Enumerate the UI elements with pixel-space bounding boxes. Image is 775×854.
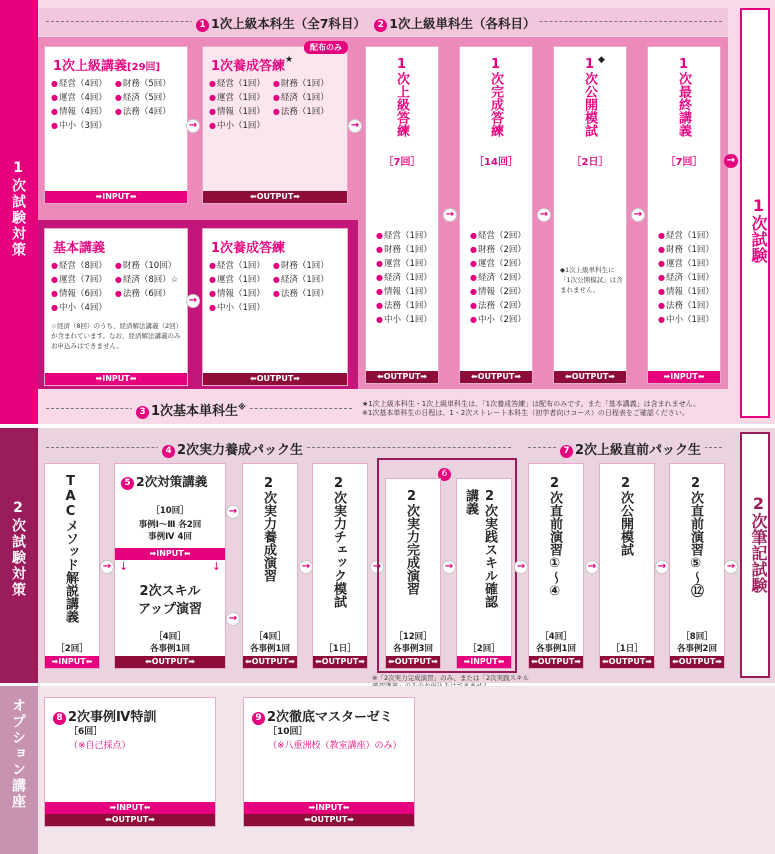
group-6-note: ※「2次実力完成演習」のみ、または「2次実践スキル (372, 674, 530, 682)
output-bar: ⬅OUTPUT➡ (115, 656, 225, 668)
output-bar: ⬅OUTPUT➡ (554, 371, 626, 383)
card-2ji-chokuzen-1-4[interactable]: 2次直前演習①〜④ ［4回］ 各事例1回 ⬅OUTPUT➡ (528, 463, 584, 669)
first-side-label: 1次試験対策 (10, 160, 26, 258)
section1-notes: ★1次上級本科生・1次上級単科生は、「1次養成答練」は配布のみです。また「基本講義」は含まれません。 ※1次基本単科生の日程は、1・2次ストレート本科生（初学者向けコース）の日程表をご確認ください。 (362, 400, 700, 417)
arrow-right-icon: → (186, 294, 200, 308)
card-2ji-taisaku-kougi[interactable]: 5 2次対策講義 ［10回］ 事例Ⅰ～Ⅲ 各2回 事例Ⅳ 4回 ➡INPUT⬅ ↓ ↓ 2次スキル アップ演習 ［4回］ 各事例1回 ⬅OUTPUT➡ (114, 463, 226, 669)
card-2ji-check-moshi[interactable]: 2次実力チェック模試 ［1日］ ⬅OUTPUT➡ (312, 463, 368, 669)
keizai-note: ☆経済（8回）のうち、経済解法講義（2回）が含まれています。なお、経済解法講義のみお申込みはできません。 (51, 322, 183, 350)
output-bar: ⬅OUTPUT➡ (313, 656, 367, 668)
input-bar: ➡INPUT⬅ (115, 548, 225, 560)
input-bar: ➡INPUT⬅ (648, 371, 720, 383)
card-tac-method[interactable]: TACメソッド解説講義 ［2回］ ➡INPUT⬅ (44, 463, 100, 669)
card-1ji-joukyu-touren[interactable]: 1次上級答練 ［7回］ ● 経営（1回） ● 財務（1回） ● 運営（1回） ● 経済（1回） ● 情報（1回） ● 法務（1回） ● 中小（1回） ⬅OUTPUT➡ (365, 46, 439, 384)
output-bar: ⬅OUTPUT➡ (45, 814, 215, 826)
arrow-right-icon: → (724, 560, 738, 574)
arrow-right-icon: → (186, 119, 200, 133)
card-opt-jirei4-tokkun[interactable]: 8 2次事例Ⅳ特訓 ［6回］ （※自己採点） ➡INPUT⬅ ⬅OUTPUT➡ (44, 697, 216, 827)
arrow-right-icon: → (226, 612, 240, 626)
span7-label: 7 2次上級直前パック生 (556, 439, 705, 458)
output-bar: ⬅OUTPUT➡ (600, 656, 654, 668)
output-bar: ⬅OUTPUT➡ (203, 191, 347, 203)
card-count: [29回] (127, 62, 161, 73)
card-1ji-koukai-moshi[interactable]: ◆ 1次公開模試 ［2日］ ◆1次上級単科生に「1次公開模試」は含まれません。 ⬅OUTPUT➡ (553, 46, 627, 384)
arrow-right-icon: → (537, 208, 551, 222)
input-bar: ➡INPUT⬅ (45, 656, 99, 668)
arrow-right-icon: → (100, 560, 114, 574)
card-title: 1次上級講義 (53, 59, 128, 74)
arrow-right-icon: → (655, 560, 669, 574)
arrow-right-icon: → (514, 560, 528, 574)
output-bar: ⬅OUTPUT➡ (670, 656, 724, 668)
output-bar: ⬅OUTPUT➡ (243, 656, 297, 668)
arrow-right-icon: → (348, 119, 362, 133)
arrow-right-icon: → (226, 505, 240, 519)
input-bar: ➡INPUT⬅ (45, 373, 187, 385)
arrow-down-icon: ↓ (211, 560, 221, 573)
input-bar: ➡INPUT⬅ (45, 802, 215, 814)
input-bar: ➡INPUT⬅ (457, 656, 511, 668)
arrow-right-icon: → (299, 560, 313, 574)
arrow-right-icon: → (631, 208, 645, 222)
output-bar: ⬅OUTPUT➡ (460, 371, 532, 383)
distribution-badge: 配布のみ (304, 41, 348, 54)
exam-2ji: 2次筆記試験 (740, 432, 770, 678)
output-bar: ⬅OUTPUT➡ (203, 373, 347, 385)
card-1ji-yousei-touren-basic[interactable]: 1次養成答練 ● 経営（1回） ● 財務（1回） ● 運営（1回） ● 経済（1回） ● 情報（1回） ● 法務（1回） ● 中小（1回） ⬅OUTPUT➡ (202, 228, 348, 386)
input-bar: ➡INPUT⬅ (244, 802, 414, 814)
card-1ji-kansei-touren[interactable]: 1次完成答練 ［14回］ ● 経営（2回） ● 財務（2回） ● 運営（2回） ● 経済（2回） ● 情報（2回） ● 法務（2回） ● 中小（2回） ⬅OUTPUT➡ (459, 46, 533, 384)
output-bar: ⬅OUTPUT➡ (386, 656, 440, 668)
arrow-right-icon: → (370, 560, 384, 574)
card-1ji-joukyu-kougi[interactable]: 1次上級講義[29回] ● 経営（4回） ● 財務（5回） ● 運営（4回） ● 経済（5回） ● 情報（4回） ● 法務（4回） ● 中小（3回） ➡INPUT⬅ (44, 46, 188, 204)
card-1ji-saishu-kougi[interactable]: 1次最終講義 ［7回］ ● 経営（1回） ● 財務（1回） ● 運営（1回） ● 経済（1回） ● 情報（1回） ● 法務（1回） ● 中小（1回） ➡INPUT⬅ (647, 46, 721, 384)
arrow-right-icon: → (443, 208, 457, 222)
card-kihon-kougi[interactable]: 基本講義 ● 経営（8回） ● 財務（10回） ● 運営（7回） ● 経済（8回）☆ ● 情報（6回） ● 法務（6回） ● 中小（4回） ☆経済（8回）のうち、経済解法講義（2回）が含まれています。なお、経済解法講義のみお申込みはできません。 ➡INPUT⬅ (44, 228, 188, 386)
arrow-down-icon: ↓ (119, 560, 129, 573)
bottom-span-label: 3 1次基本単科生※ (132, 400, 250, 419)
span4-label: 4 2次実力養成パック生 (158, 439, 307, 458)
top-span-label: 1 1次上級本科生（全7科目） 2 1次上級単科生（各科目） (192, 14, 539, 32)
arrow-right-icon: → (724, 154, 738, 168)
card-2ji-jissen-skill[interactable]: 2次実践スキル確認講義 ［2回］ ➡INPUT⬅ (456, 478, 512, 669)
exam-1ji: 1次試験 (740, 8, 770, 418)
second-side-label: 2次試験対策 (10, 500, 26, 598)
group-6-number: 6 (438, 462, 453, 481)
output-bar: ⬅OUTPUT➡ (366, 371, 438, 383)
card-2ji-jitsuryoku-yousei[interactable]: 2次実力養成演習 ［4回］ 各事例1回 ⬅OUTPUT➡ (242, 463, 298, 669)
output-bar: ⬅OUTPUT➡ (244, 814, 414, 826)
card-1ji-yousei-touren-upper[interactable]: 配布のみ 1次養成答練★ ● 経営（1回） ● 財務（1回） ● 運営（1回） ● 経済（1回） ● 情報（1回） ● 法務（1回） ● 中小（1回） ⬅OUTPUT➡ (202, 46, 348, 204)
option-side-label: オプション講座 (10, 698, 26, 810)
card-2ji-koukai-moshi[interactable]: 2次公開模試 ［1日］ ⬅OUTPUT➡ (599, 463, 655, 669)
input-bar: ➡INPUT⬅ (45, 191, 187, 203)
card-2ji-kansei-enshu[interactable]: 2次実力完成演習 ［12回］ 各事例3回 ⬅OUTPUT➡ (385, 478, 441, 669)
card-opt-tettei-master[interactable]: 9 2次徹底マスターゼミ ［10回］ （※八重洲校（教室講座）のみ） ➡INPUT⬅ ⬅OUTPUT➡ (243, 697, 415, 827)
output-bar: ⬅OUTPUT➡ (529, 656, 583, 668)
card-2ji-chokuzen-5-12[interactable]: 2次直前演習⑤〜⑫ ［8回］ 各事例2回 ⬅OUTPUT➡ (669, 463, 725, 669)
arrow-right-icon: → (442, 560, 456, 574)
arrow-right-icon: → (585, 560, 599, 574)
